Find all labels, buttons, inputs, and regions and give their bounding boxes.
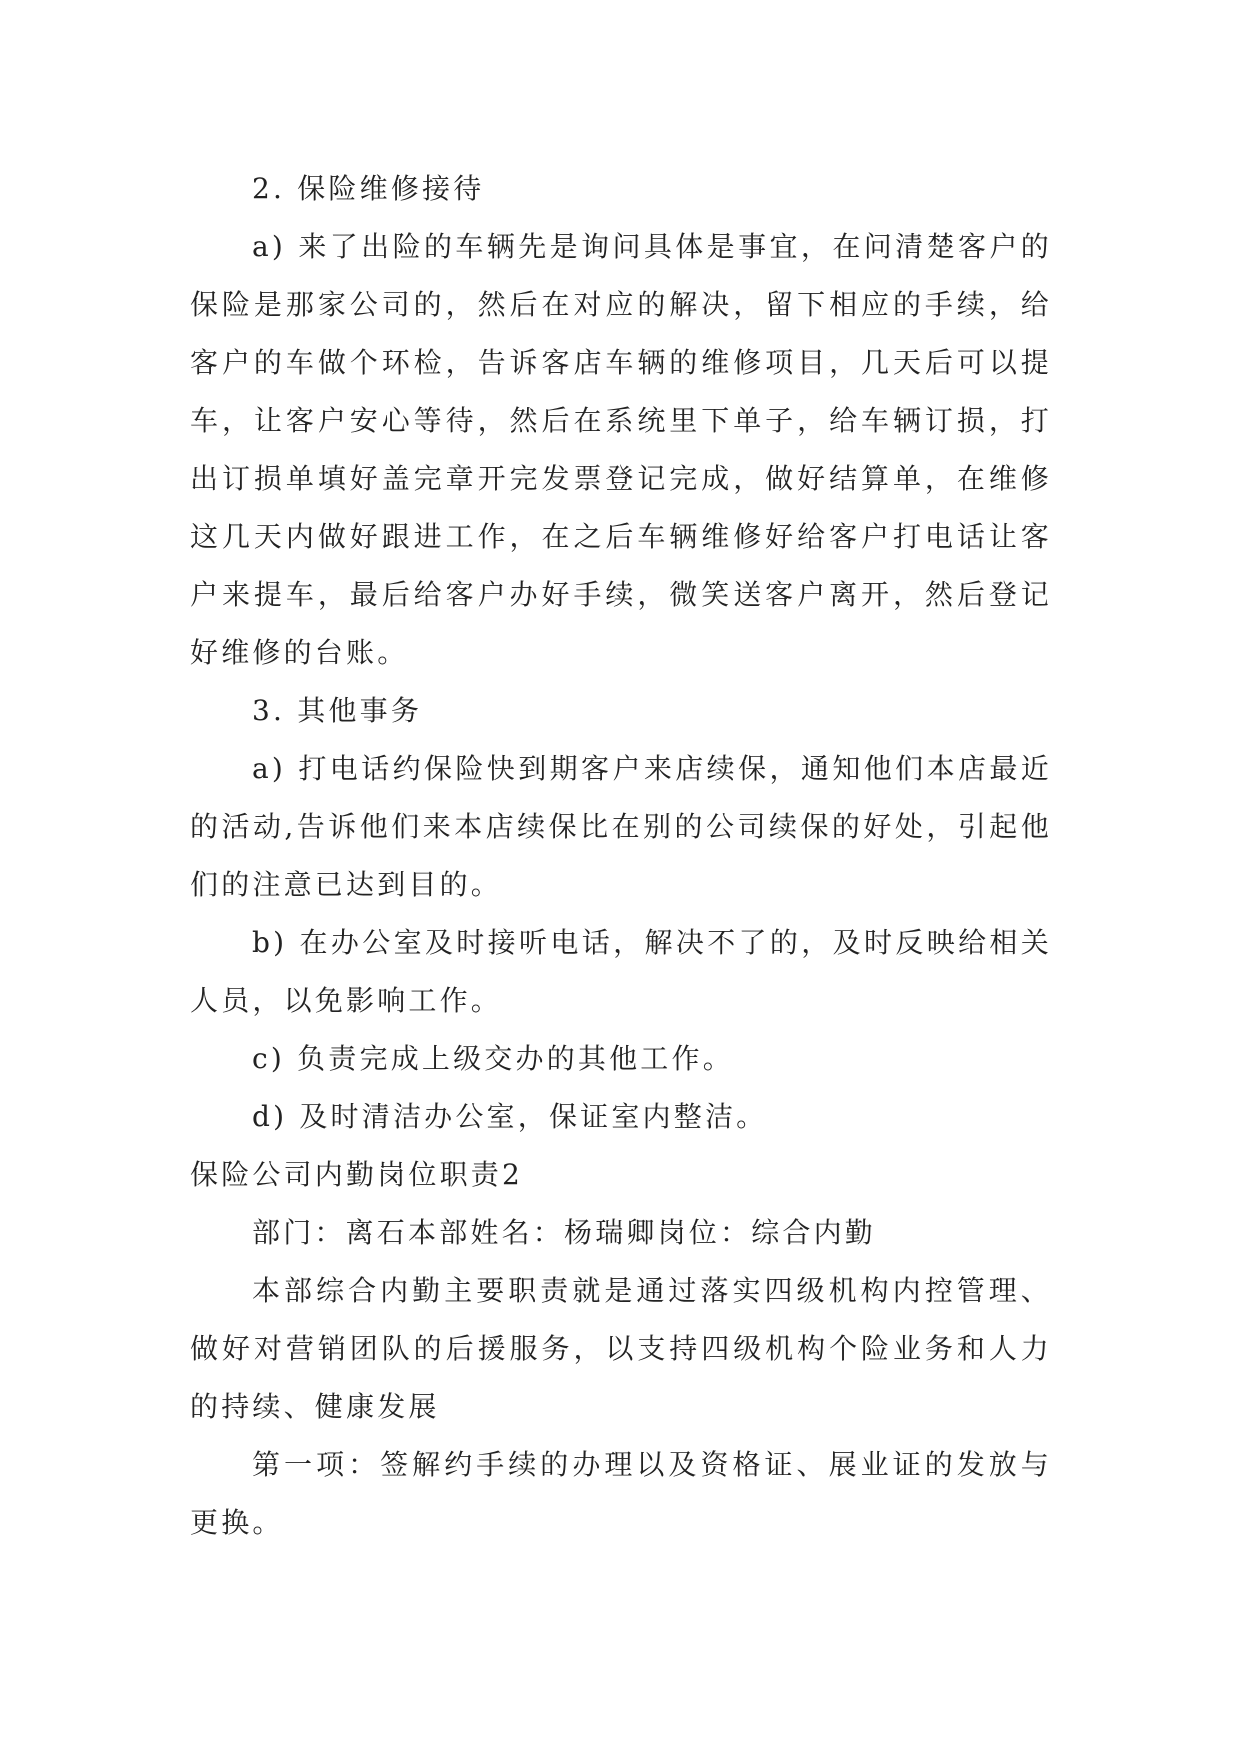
paragraph-item-first: 第一项：签解约手续的办理以及资格证、展业证的发放与更换。 [190,1448,1052,1539]
paragraph-summary: 本部综合内勤主要职责就是通过落实四级机构内控管理、做好对营销团队的后援服务，以支持四级机构个险业务和人力的持续、健康发展 [190,1274,1052,1423]
paragraph-item-3b: b) 在办公室及时接听电话，解决不了的，及时反映给相关人员，以免影响工作。 [190,926,1052,1017]
paragraph-item-3d: d) 及时清洁办公室，保证室内整洁。 [252,1100,768,1133]
document-body [190,160,1052,1552]
section-title: 保险公司内勤岗位职责2 [190,1158,524,1191]
paragraph-item-3a: a) 打电话约保险快到期客户来店续保，通知他们本店最近的活动,告诉他们来本店续保比在别的公司续保的好处，引起他们的注意已达到目的。 [190,752,1052,901]
paragraph-dept-info: 部门：离石本部姓名：杨瑞卿岗位：综合内勤 [252,1216,877,1249]
paragraph-item-3c: c) 负责完成上级交办的其他工作。 [252,1042,734,1075]
paragraph-heading-2: 2. 保险维修接待 [252,172,485,205]
paragraph-item-2a: a) 来了出险的车辆先是询问具体是事宜，在问清楚客户的保险是那家公司的，然后在对应的解决，留下相应的手续，给客户的车做个环检，告诉客店车辆的维修项目，几天后可以提车，让客户安心等待，然后在系统里下单子，给车辆订损，打出订损单填好盖完章开完发票登记完成，做好结算单，在维修这几天内做好跟进工作，在之后车辆维修好给客户打电话让客户来提车，最后给客户办好手续，微笑送客户离开，然后登记好维修的台账。 [190,230,1052,669]
paragraph-heading-3: 3. 其他事务 [252,694,423,727]
